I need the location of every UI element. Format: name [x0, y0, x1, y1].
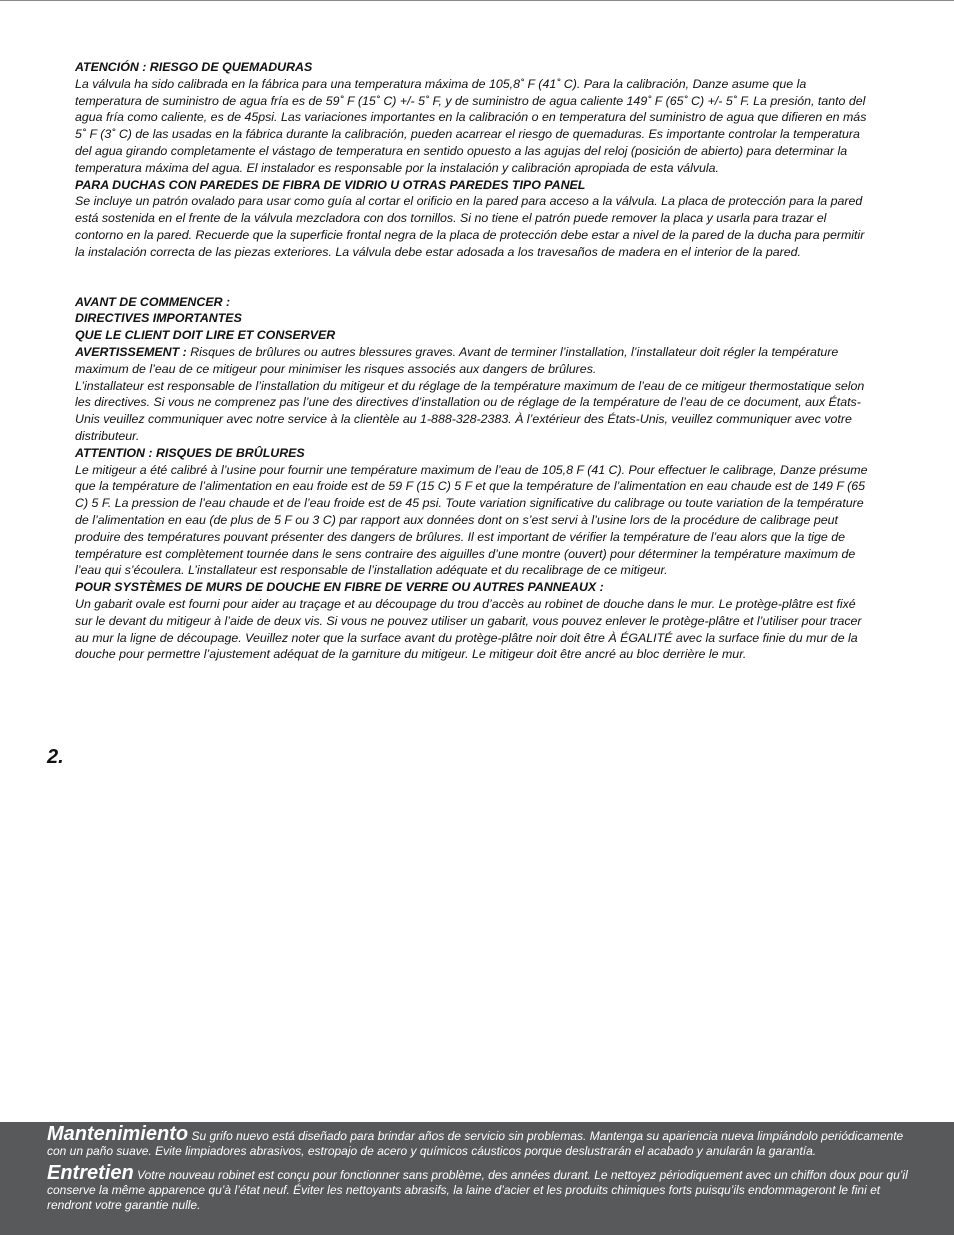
- page-number: 2.: [47, 746, 64, 768]
- es-shower-body: Se incluye un patrón ovalado para usar como guía al cortar el orificio en la pared para acceso a la válvula. La placa de protección para la pared está sostenida en el frente de la válvula mezcladora con dos tornillos. Si no tiene el patrón puede remover la placa y usarla para trazar el contorno en la pared. Recuerde que la superficie frontal negra de la placa de protección debe estar a nivel de la pared de la ducha para permitir la instalación correcta de las piezas exteriores. La válvula debe estar adosada a los travesaños de madera en el interior de la pared.: [75, 194, 865, 259]
- footer-es-body: Su grifo nuevo está diseñado para brindar años de servicio sin problemas. Mantenga su apariencia nueva limpiándolo periódicamente con un paño suave. Evite limpiadores abrasivos, estropajo de acero y químicos cáusticos porque deslustrarán el acabado y anularán la garantía.: [47, 1129, 904, 1159]
- section-gap: [75, 261, 875, 294]
- fr-shower-body: Un gabarit ovale est fourni pour aider au traçage et au découpage du trou d’accès au robinet de douche dans le mur. Le protège-plâtre est fixé sur le devant du mitigeur à l’aide de deux vis. Si vous ne pouvez utiliser un gabarit, vous pouvez enlever le protège-plâtre et l’utiliser pour tracer au mur la ligne de découpage. Veuillez noter que la surface avant du protège-plâtre noir doit être À ÉGALITÉ avec la surface finie du mur de la douche pour permettre l’ajustement adéquat de la garniture du mitigeur. Le mitigeur doit être ancré au bloc derrière le mur.: [75, 596, 862, 662]
- fr-heading-3: QUE LE CLIENT DOIT LIRE ET CONSERVER: [75, 328, 336, 343]
- es-shower-heading: PARA DUCHAS CON PAREDES DE FIBRA DE VIDRIO U OTRAS PAREDES TIPO PANEL: [75, 177, 586, 192]
- fr-heading-2: DIRECTIVES IMPORTANTES: [75, 311, 242, 326]
- es-burn-body: La válvula ha sido calibrada en la fábrica para una temperatura máxima de 105,8˚ F (41˚ C). Para la calibración, Danze asume que la temperatura de suministro de agua fría es de 59˚ F (15˚ C) +/- 5˚ F, y de suministro de agua caliente 149˚ F (65˚ C) +/- 5˚ F. La presión, tanto del agua fría como caliente, es de 45psi. Las variaciones importantes en la calibración o en temperatura del suministro de agua que difieren en más 5˚ F (3˚ C) de las usadas en la fábrica durante la calibración, pueden acarrear el riesgo de quemaduras. Es importante controlar la temperatura del agua girando completamente el vástago de temperatura en sentido opuesto a las agujas del reloj (posición de abierto) para determinar la temperatura máxima del agua. El instalador es responsable por la instalación y calibración apropiada de esta válvula.: [75, 76, 867, 175]
- es-burn-heading: ATENCIÓN : RIESGO DE QUEMADURAS: [75, 60, 313, 74]
- fr-burn-body: Le mitigeur a été calibré à l’usine pour fournir une température maximum de l’eau de 105,8 F (41 C). Pour effectuer le calibrage, Danze présume que la température de l’alimentation en eau froide est de 59 F (15 C) 5 F et que la température de l’alimentation en eau chaude est de 149 F (65 C) 5 F. La pression de l’eau chaude et de l’eau froide est de 45 psi. Toute variation significative du calibrage ou toute variation de la température de l’alimentation en eau (de plus de 5 F ou 3 C) par rapport aux données dont on s’est servi à l’usine lors de la procédure de calibrage peut produire des températures pouvant présenter des dangers de brûlures. Il est important de vérifier la température de l’eau alors que la tige de température est complètement tournée dans le sens contraire des aiguilles d’une montre (ouvert) pour déterminer la température maximum de l’eau qui s’écoulera. L’installateur est responsable de l’installation adéquate et du recalibrage de ce mitigeur.: [75, 462, 868, 578]
- fr-warning: [75, 344, 875, 378]
- footer-fr-paragraph: [47, 1161, 912, 1214]
- fr-burn-heading: ATTENTION : RISQUES DE BRÛLURES: [75, 445, 305, 460]
- fr-warning-label: AVERTISSEMENT :: [75, 344, 187, 359]
- footer-es-title: Mantenimiento: [47, 1123, 189, 1145]
- instructions-text: [75, 59, 875, 663]
- fr-shower-heading: POUR SYSTÈMES DE MURS DE DOUCHE EN FIBRE DE VERRE OU AUTRES PANNEAUX :: [75, 580, 604, 595]
- maintenance-footer: [0, 1122, 954, 1235]
- footer-es-paragraph: [47, 1123, 912, 1160]
- footer-fr-body: Votre nouveau robinet est conçu pour fonctionner sans problème, des années durant. Le nettoyez périodiquement avec un chiffon doux pour qu’il conserve la même apparence qu’à l’état neuf. Éviter les nettoyants abrasifs, la laine d’acier et les produits chimiques forts puisqu’ils endommageront le fini et rendront votre garantie nulle.: [47, 1167, 908, 1213]
- fr-heading-1: AVANT DE COMMENCER :: [75, 294, 231, 309]
- top-rule: [0, 0, 954, 1]
- fr-warning-body: Risques de brûlures ou autres blessures graves. Avant de terminer l’installation, l’installateur doit régler la température maximum de l’eau de ce mitigeur pour minimiser les risques associés aux dangers de brûlures.: [75, 344, 839, 376]
- footer-fr-title: Entretien: [47, 1161, 134, 1184]
- fr-installer-body: L’installateur est responsable de l’installation du mitigeur et du réglage de la température maximum de l’eau de ce mitigeur thermostatique selon les directives. Si vous ne comprenez pas l’une des directives d’installation ou de réglage de la température de l’eau de ce document, aux États-Unis veuillez communiquer avec notre service à la clientèle au 1-888-328-2383. À l’extérieur des États-Unis, veuillez communiquer avec votre distributeur.: [75, 378, 865, 443]
